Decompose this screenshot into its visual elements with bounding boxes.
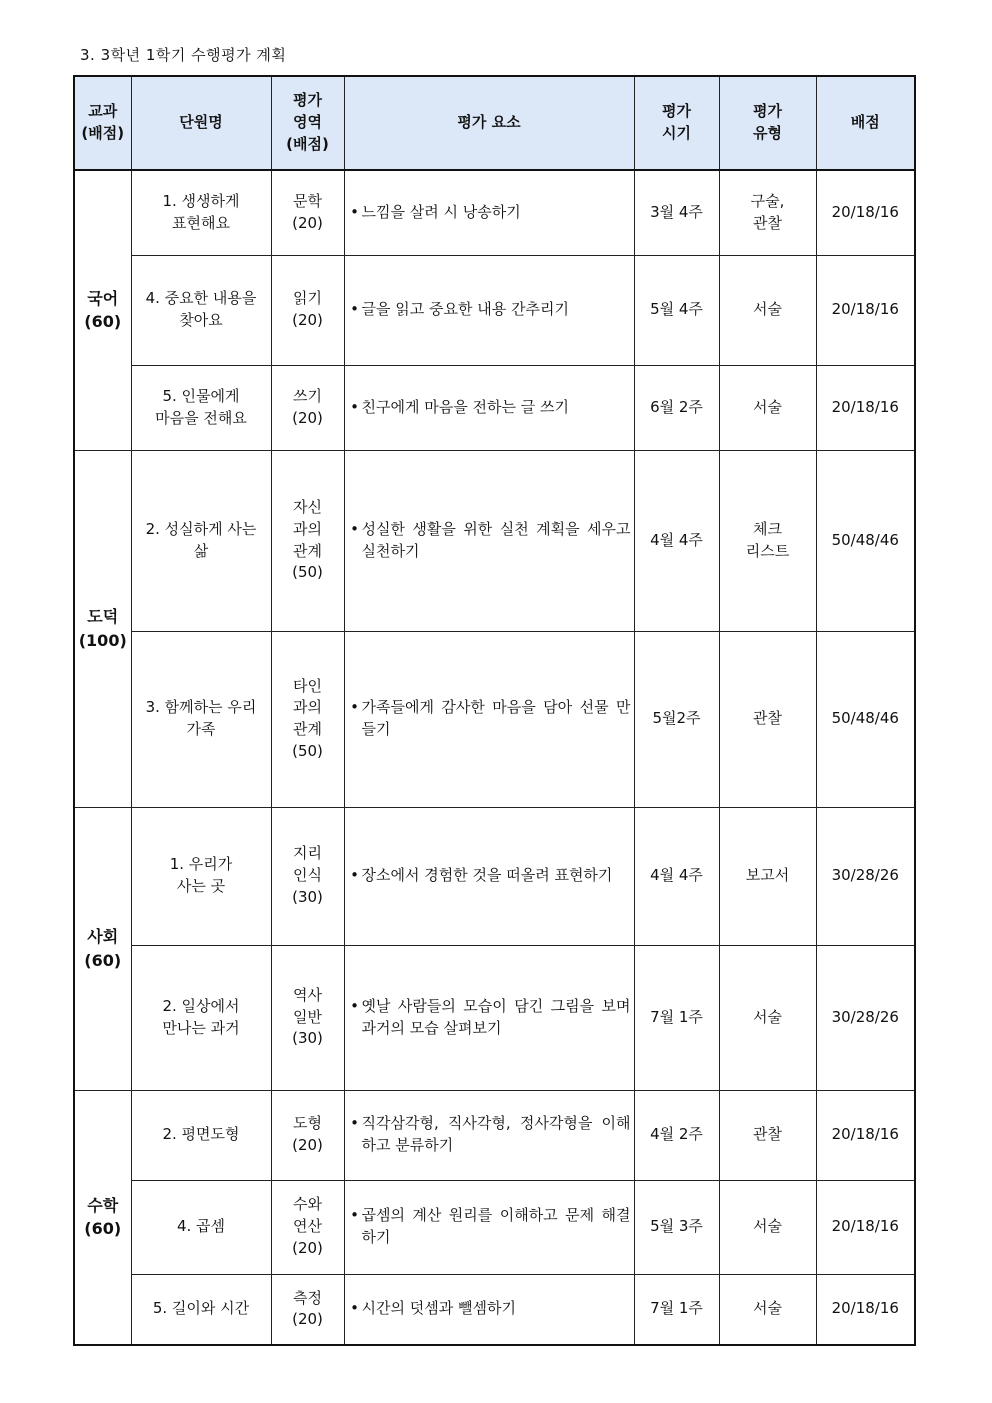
area-cell: 문학 (20) [271, 170, 344, 255]
element-text: 느낌을 살려 시 낭송하기 [361, 202, 521, 221]
element-cell [344, 255, 634, 365]
bullet-icon: • [350, 1206, 359, 1225]
unit-cell: 2. 평면도형 [131, 1090, 271, 1180]
element-cell [344, 1274, 634, 1345]
unit-cell: 3. 함께하는 우리 가족 [131, 631, 271, 807]
table-row [74, 1274, 915, 1345]
unit-cell: 2. 일상에서 만나는 과거 [131, 945, 271, 1090]
element-text: 옛날 사람들의 모습이 담긴 그림을 보며 과거의 모습 살펴보기 [361, 996, 631, 1037]
score-cell: 20/18/16 [816, 1274, 915, 1345]
type-cell: 관찰 [719, 631, 816, 807]
type-cell: 체크 리스트 [719, 450, 816, 631]
time-cell: 5월 3주 [634, 1180, 719, 1274]
header-row [74, 76, 915, 170]
subject-cell: 사회 (60) [74, 807, 131, 1090]
unit-cell: 4. 중요한 내용을 찾아요 [131, 255, 271, 365]
element-cell [344, 1090, 634, 1180]
time-cell: 5월 4주 [634, 255, 719, 365]
area-cell: 읽기 (20) [271, 255, 344, 365]
header-subject: 교과 (배점) [74, 76, 131, 170]
area-cell: 쓰기 (20) [271, 365, 344, 450]
time-cell: 4월 4주 [634, 450, 719, 631]
bullet-icon: • [350, 397, 359, 416]
type-cell: 관찰 [719, 1090, 816, 1180]
unit-cell: 2. 성실하게 사는 삶 [131, 450, 271, 631]
unit-cell: 5. 인물에게 마음을 전해요 [131, 365, 271, 450]
score-cell: 50/48/46 [816, 631, 915, 807]
area-cell: 역사 일반 (30) [271, 945, 344, 1090]
bullet-icon: • [350, 300, 359, 319]
score-cell: 20/18/16 [816, 365, 915, 450]
score-cell: 20/18/16 [816, 1090, 915, 1180]
element-text: 친구에게 마음을 전하는 글 쓰기 [361, 397, 569, 416]
score-cell: 20/18/16 [816, 1180, 915, 1274]
type-cell: 구술, 관찰 [719, 170, 816, 255]
area-cell: 측정 (20) [271, 1274, 344, 1345]
table-row [74, 365, 915, 450]
type-cell: 서술 [719, 365, 816, 450]
header-time: 평가 시기 [634, 76, 719, 170]
element-text: 장소에서 경험한 것을 떠올려 표현하기 [361, 866, 613, 885]
element-cell [344, 631, 634, 807]
table-row [74, 1090, 915, 1180]
element-cell [344, 807, 634, 945]
time-cell: 4월 2주 [634, 1090, 719, 1180]
table-row [74, 1180, 915, 1274]
score-cell: 30/28/26 [816, 945, 915, 1090]
element-cell [344, 450, 634, 631]
time-cell: 3월 4주 [634, 170, 719, 255]
subject-cell: 도덕 (100) [74, 450, 131, 807]
area-cell: 자신 과의 관계 (50) [271, 450, 344, 631]
area-cell: 타인 과의 관계 (50) [271, 631, 344, 807]
score-cell: 50/48/46 [816, 450, 915, 631]
type-cell: 서술 [719, 255, 816, 365]
element-cell [344, 1180, 634, 1274]
area-cell: 도형 (20) [271, 1090, 344, 1180]
unit-cell: 1. 우리가 사는 곳 [131, 807, 271, 945]
element-text: 시간의 덧셈과 뺄셈하기 [361, 1299, 516, 1318]
score-cell: 20/18/16 [816, 170, 915, 255]
element-cell [344, 945, 634, 1090]
bullet-icon: • [350, 519, 359, 538]
type-cell: 보고서 [719, 807, 816, 945]
table-row [74, 450, 915, 631]
element-text: 가족들에게 감사한 마음을 담아 선물 만들기 [361, 698, 631, 738]
time-cell: 6월 2주 [634, 365, 719, 450]
header-unit: 단원명 [131, 76, 271, 170]
area-cell: 지리 인식 (30) [271, 807, 344, 945]
element-text: 직각삼각형, 직사각형, 정사각형을 이해하고 분류하기 [361, 1114, 631, 1154]
bullet-icon: • [350, 996, 359, 1015]
table-row [74, 631, 915, 807]
bullet-icon: • [350, 698, 359, 717]
element-cell [344, 170, 634, 255]
header-score: 배점 [816, 76, 915, 170]
element-text: 성실한 생활을 위한 실천 계획을 세우고 실천하기 [361, 519, 631, 560]
subject-cell: 국어 (60) [74, 170, 131, 450]
element-text: 글을 읽고 중요한 내용 간추리기 [361, 300, 569, 319]
area-cell: 수와 연산 (20) [271, 1180, 344, 1274]
element-cell [344, 365, 634, 450]
type-cell: 서술 [719, 945, 816, 1090]
bullet-icon: • [350, 202, 359, 221]
score-cell: 20/18/16 [816, 255, 915, 365]
type-cell: 서술 [719, 1274, 816, 1345]
bullet-icon: • [350, 1299, 359, 1318]
header-area: 평가 영역 (배점) [271, 76, 344, 170]
time-cell: 7월 1주 [634, 1274, 719, 1345]
time-cell: 5월2주 [634, 631, 719, 807]
unit-cell: 5. 길이와 시간 [131, 1274, 271, 1345]
element-text: 곱셈의 계산 원리를 이해하고 문제 해결하기 [361, 1206, 631, 1246]
header-type: 평가 유형 [719, 76, 816, 170]
table-row [74, 170, 915, 255]
subject-cell: 수학 (60) [74, 1090, 131, 1345]
time-cell: 7월 1주 [634, 945, 719, 1090]
score-cell: 30/28/26 [816, 807, 915, 945]
bullet-icon: • [350, 1114, 359, 1133]
header-element: 평가 요소 [344, 76, 634, 170]
assessment-plan-table [73, 75, 916, 1346]
unit-cell: 4. 곱셈 [131, 1180, 271, 1274]
table-row [74, 807, 915, 945]
unit-cell: 1. 생생하게 표현해요 [131, 170, 271, 255]
bullet-icon: • [350, 866, 359, 885]
table-row [74, 255, 915, 365]
table-row [74, 945, 915, 1090]
page-title: 3. 3학년 1학기 수행평가 계획 [80, 46, 287, 64]
type-cell: 서술 [719, 1180, 816, 1274]
time-cell: 4월 4주 [634, 807, 719, 945]
